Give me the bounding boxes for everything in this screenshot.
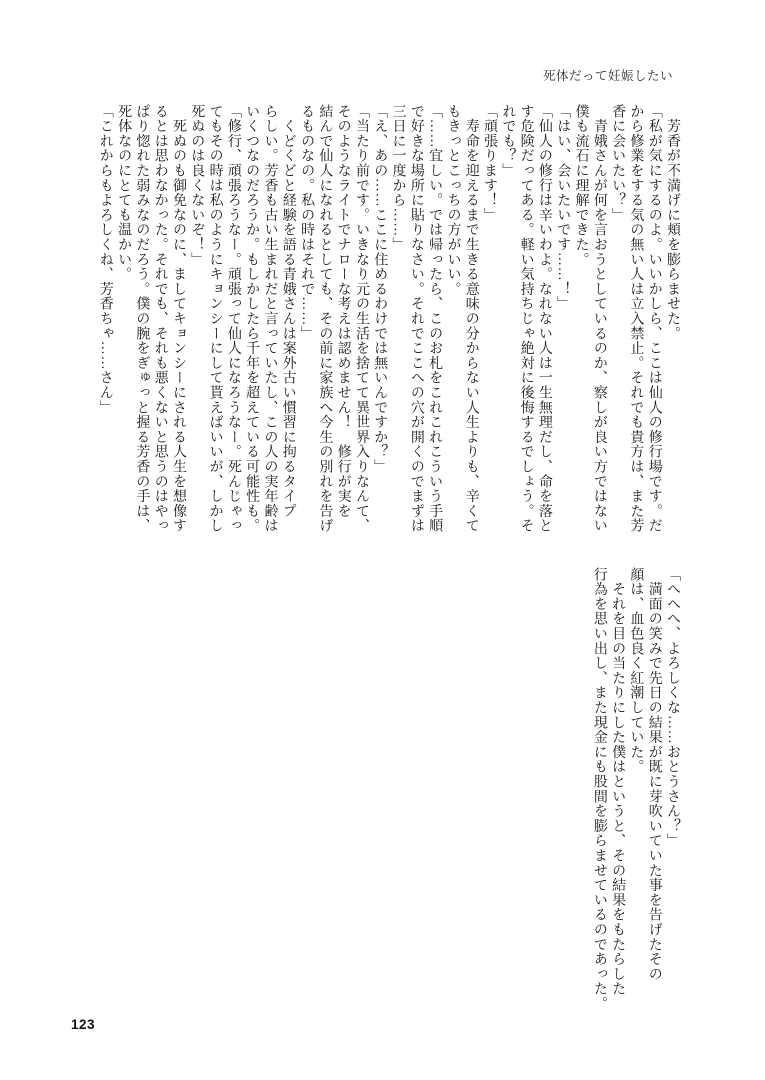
text-line: 「私が気にするのよ。いいかしら、ここは仙人の修行場です。だ: [646, 104, 662, 534]
text-line: てもその時は私のようにキョンシーにして貰えばいいが、しかし: [207, 104, 223, 534]
text-line: 行為を思い出し、また現金にも股間を膨らませているのであった。: [591, 567, 607, 1011]
text-line: くどくどと経験を語る青娥さんは案外古い慣習に拘るタイプ: [280, 104, 296, 519]
text-line: れでも？」: [500, 104, 516, 178]
text-line: 三日に一度から……」: [390, 104, 406, 252]
text-line: るものなの。私の時はそれで……」: [299, 104, 315, 341]
text-line: そのようなライトでナローな考えは認めません！ 修行が実を: [335, 104, 351, 519]
text-line: 死体なのにとても温かい。: [116, 104, 132, 282]
text-line: 寿命を迎えるまで生きる意味の分からない人生よりも、辛くて: [463, 104, 479, 534]
text-line: 死ぬのは良くないぞ！」: [189, 104, 205, 267]
text-line: ぱり惚れた弱みなのだろう。僕の腕をぎゅっと握る芳香の手は、: [134, 104, 150, 534]
text-line: 「はい、会いたいです……！」: [555, 104, 571, 312]
text-line: るとは思わなかった。それでも、それも悪くないと思うのはやっ: [152, 104, 168, 534]
text-line: 「修行、頑張ろうなー。頑張って仙人になろうなー。死んじゃっ: [225, 104, 241, 534]
text-line: で好きな場所に貼りなさい。それでここへの穴が開くのでまずは: [408, 104, 424, 534]
text-line: 芳香が不満げに頬を膨らませた。: [665, 104, 680, 341]
text-line: 「仙人の修行は辛いわよ。なれない人は一生無理だし、命を落と: [536, 104, 552, 534]
text-line: 僕も流石に理解できた。: [573, 104, 589, 267]
text-line: それを目の当たりにした僕はというと、その結果をもたらした: [610, 567, 626, 997]
text-line: 顔は、血色良く紅潮していた。: [628, 567, 644, 775]
text-line: 結んで仙人になれるとしても、その前に家族へ今生の別れを告げ: [317, 104, 333, 534]
text-line: もきっとこっちの方がいい。: [445, 104, 461, 297]
text-line: いくつなのだろうか。もしかしたら千年を超えている可能性も。: [244, 104, 260, 534]
text-line: 「当たり前です。いきなり元の生活を捨てて異世界入りなんて、: [353, 104, 369, 534]
text-line: らしい。芳香も古い生まれだと言っていたし、この人の実年齢は: [262, 104, 278, 534]
running-header-title: 死体だって妊娠したい: [542, 69, 673, 83]
text-line: す危険だってある。軽い気持ちじゃ絶対に後悔するでしょう。そ: [518, 104, 534, 534]
text-line: 「え、あの……ここに住めるわけでは無いんですか？」: [372, 104, 388, 474]
page-number: 123: [71, 1017, 96, 1032]
text-line: 青娥さんが何を言おうとしているのか、察しが良い方ではない: [591, 104, 607, 534]
text-line: 「……宜しい。では帰ったら、このお札をこれこれこういう手順: [427, 104, 443, 534]
text-line: 「頑張ります！」: [482, 104, 498, 223]
text-line: から修業をする気の無い人は立入禁止。それでも貴方は、また芳: [628, 104, 644, 534]
text-line: 死ぬのも御免なのに、ましてキョンシーにされる人生を想像す: [170, 104, 186, 534]
text-line: 「へへへ、よろしくな……おとうさん？」: [665, 567, 680, 849]
text-line: 満面の笑みで先日の結果が既に芽吹いていた事を告げたその: [646, 567, 662, 982]
text-line: 香に会いたい？」: [610, 104, 626, 223]
top-text-block: [96, 104, 682, 556]
bottom-text-block: [590, 567, 681, 1023]
text-line: 「これからもよろしくね、芳香ちゃ……さん」: [97, 104, 113, 415]
